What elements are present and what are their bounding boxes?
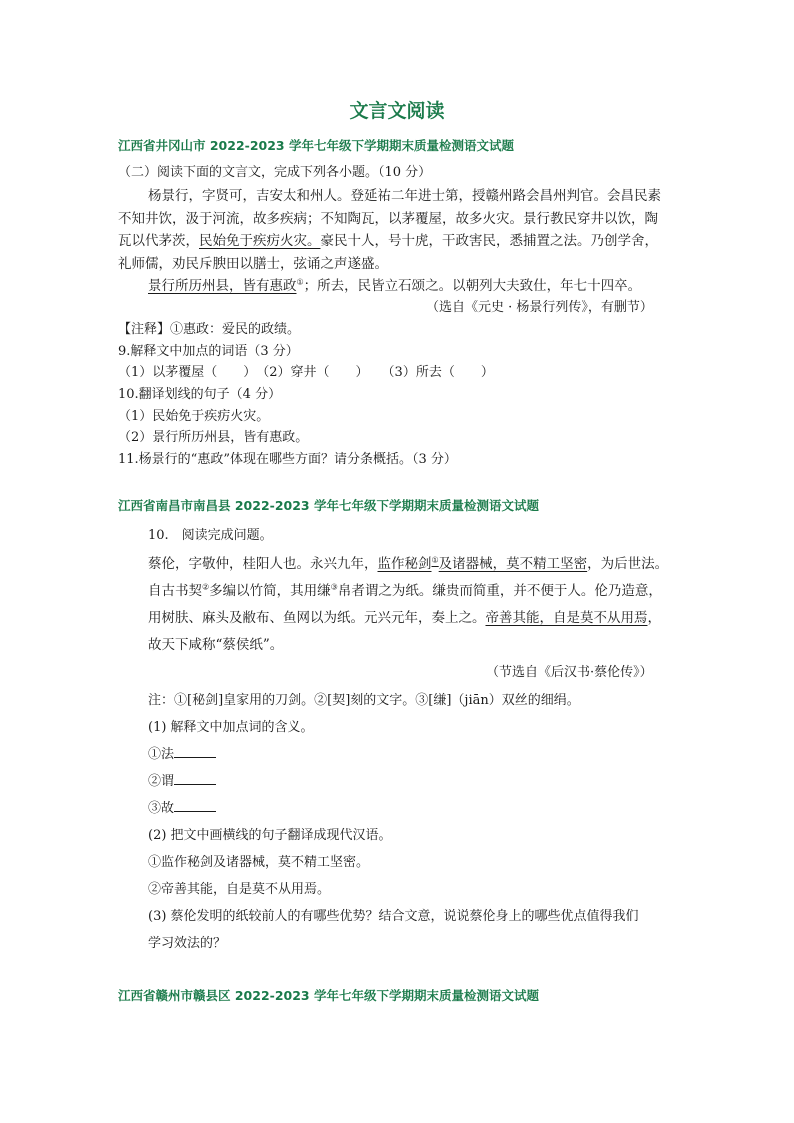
question-10: 10.翻译划线的句子（4 分） [118, 387, 282, 402]
underlined-sentence-1: 民始免于疾疠火灾。 [199, 233, 321, 249]
underlined-sentence-2: 景行所历州县，皆有惠政 [148, 278, 297, 294]
question-10-1: （1）民始免于疾疠火灾。 [118, 409, 270, 424]
footnote-mark: ① [296, 277, 304, 287]
passage1-line4: 礼师儒，劝民斥腴田以膳士，弦诵之声遂盛。 [118, 256, 388, 272]
passage2-line4: 故天下咸称“蔡侯纸”。 [148, 637, 284, 653]
answer-blank[interactable] [174, 745, 216, 758]
answer-blank[interactable] [174, 772, 216, 785]
underlined-sentence-3: 帝善其能，自是莫不从用焉 [485, 610, 648, 626]
passage2-line1 [148, 552, 668, 572]
passage1-line3-b: 豪民十人，号十虎，干政害民，悉捕置之法。乃创学舍， [320, 233, 658, 249]
passage2-line3 [148, 606, 661, 626]
footnote-mark: ① [431, 555, 439, 565]
q1-b-label: ②谓 [148, 774, 175, 789]
passage1-line3 [118, 229, 658, 249]
section2-note: 注：①[秘剑]皇家用的刀剑。②[契]刻的文字。③[缣]（jiān）双丝的细绢。 [148, 693, 580, 708]
passage2-line2-c: 帛者谓之为纸。缣贵而简重，并不便于人。伦乃造意， [337, 583, 662, 599]
section2-q3-line1: (3) 蔡伦发明的纸较前人的有哪些优势？结合文意，说说蔡伦身上的哪些优点值得我们 [148, 909, 639, 924]
section2-q2: (2) 把文中画横线的句子翻译成现代汉语。 [148, 828, 392, 843]
passage2-line3-b: ， [647, 610, 661, 626]
passage2-line3-a: 用树肤、麻头及敝布、鱼网以为纸。元兴元年，奏上之。 [148, 610, 486, 626]
section1-citation: （选自《元史 · 杨景行列传》，有删节） [426, 300, 653, 315]
section2-q2-a: ①监作秘剑及诸器械，莫不精工坚密。 [148, 855, 370, 870]
passage1-line1: 杨景行，字贤可，吉安太和州人。登延祐二年进士第，授赣州路会昌州判官。会昌民素 [148, 188, 661, 204]
q1-c-label: ③故 [148, 801, 175, 816]
section3-source: 江西省赣州市赣县区 2022-2023 学年七年级下学期期末质量检测语文试题 [118, 988, 539, 1003]
passage2-line2-b: 多编以竹简，其用缣 [209, 583, 331, 599]
passage2-line1-b: ，为后世法。 [587, 556, 669, 572]
section2-q1-c [148, 797, 216, 816]
section1-note: 【注释】①惠政：爱民的政绩。 [118, 322, 301, 337]
underlined-phrase-2: 及诸器械，莫不精工坚密 [438, 556, 588, 572]
passage1-para2-b: ；所去，民皆立石颂之。以朝列大夫致仕，年七十四卒。 [303, 278, 642, 294]
section2-q1-b [148, 770, 216, 789]
question-10-2: （2）景行所历州县，皆有惠政。 [118, 430, 309, 445]
footnote-mark: ③ [330, 582, 338, 592]
section2-q3-line2: 学习效法的？ [148, 936, 227, 951]
section2-q2-b: ②帝善其能，自是莫不从用焉。 [148, 882, 331, 897]
section1-source: 江西省井冈山市 2022-2023 学年七年级下学期期末质量检测语文试题 [118, 138, 514, 153]
answer-blank[interactable] [174, 799, 216, 812]
footnote-mark: ② [202, 582, 210, 592]
passage2-line1-a: 蔡伦，字敬仲，桂阳人也。永兴九年， [148, 556, 378, 572]
underlined-phrase-1: 监作秘剑 [377, 556, 432, 572]
passage2-line2 [148, 579, 662, 599]
passage2-line2-a: 自古书契 [148, 583, 202, 599]
question-9: 9.解释文中加点的词语（3 分） [118, 344, 299, 359]
passage1-line2: 不知井饮，汲于河流，故多疾病；不知陶瓦，以茅覆屋，故多火灾。景行教民穿井以饮，陶 [118, 211, 658, 227]
question-9-items: （1）以茅覆屋（ ） （2）穿井（ ） （3）所去（ ） [118, 365, 494, 380]
section1-instruction: （二）阅读下面的文言文，完成下列各小题。（10 分） [118, 165, 432, 180]
section2-heading: 10. 阅读完成问题。 [148, 528, 273, 543]
section2-q1: (1) 解释文中加点词的含义。 [148, 720, 314, 735]
section2-citation: （节选自《后汉书·蔡伦传》） [486, 665, 653, 680]
page-title: 文言文阅读 [349, 100, 445, 122]
question-11: 11.杨景行的“惠政”体现在哪些方面？请分条概括。（3 分） [118, 452, 457, 467]
passage1-line3-a: 瓦以代茅茨， [118, 233, 199, 249]
q1-a-label: ①法 [148, 747, 175, 762]
section2-source: 江西省南昌市南昌县 2022-2023 学年七年级下学期期末质量检测语文试题 [118, 498, 539, 513]
section2-q1-a [148, 743, 216, 762]
passage1-para2 [148, 274, 641, 294]
